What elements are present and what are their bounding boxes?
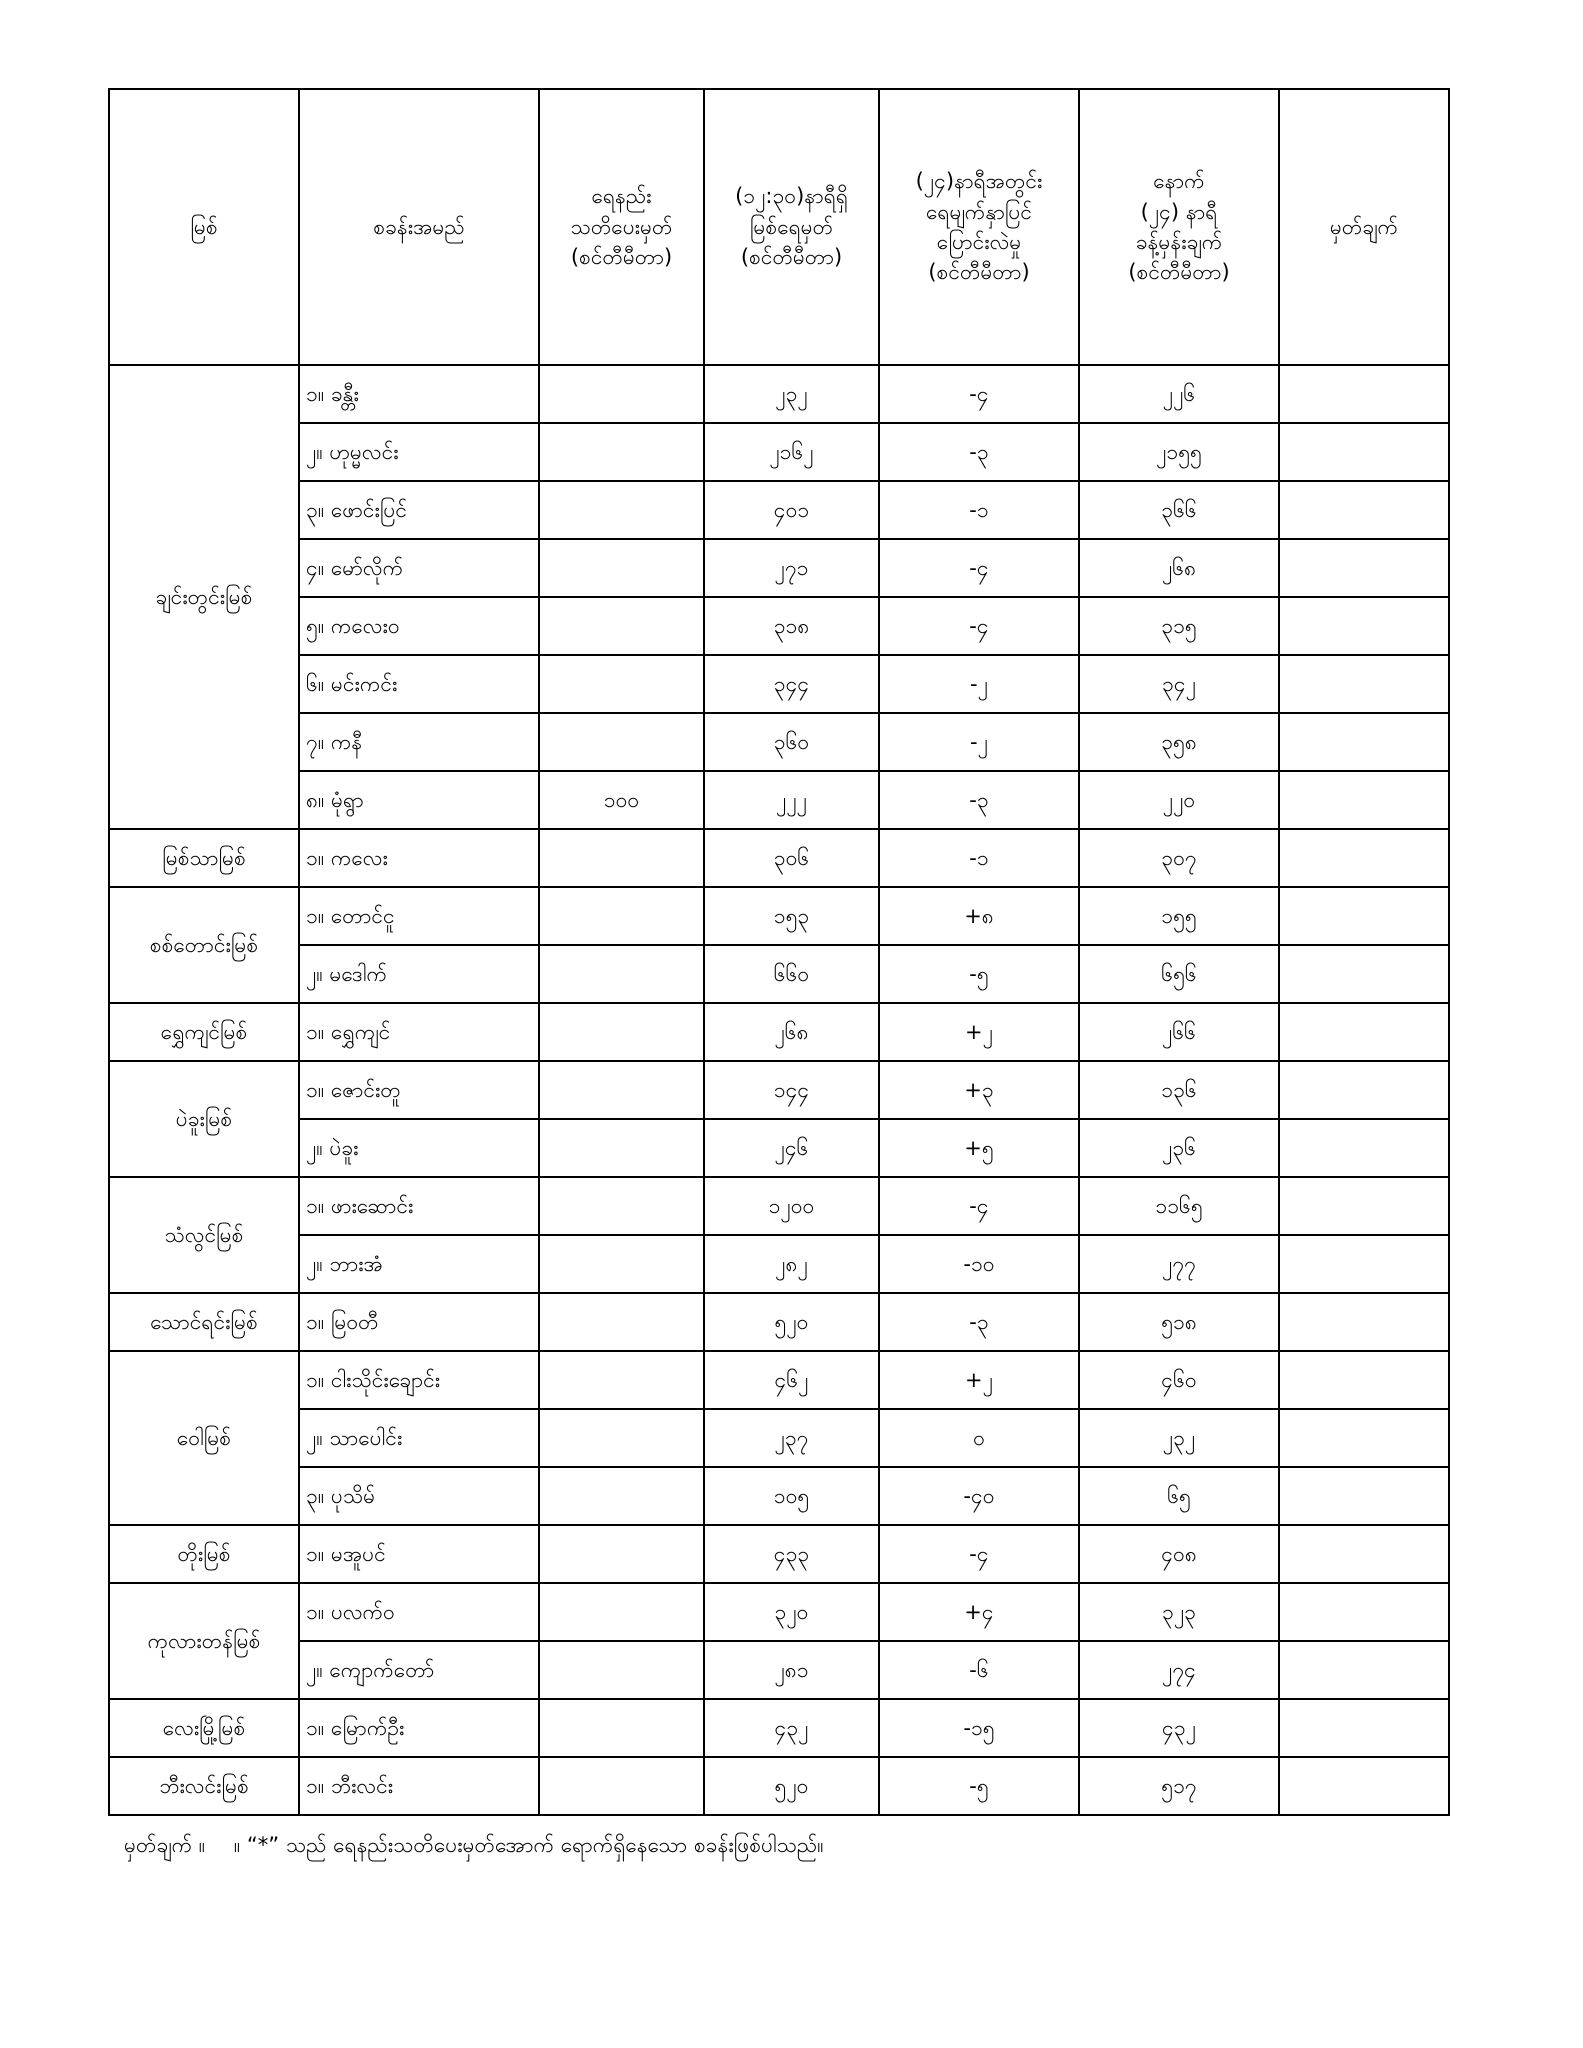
remark-cell (1279, 365, 1449, 423)
station-name-cell: ၂။ ဘားအံ (299, 1235, 539, 1293)
station-name-cell: ၂။ ကျောက်တော် (299, 1641, 539, 1699)
table-body (109, 365, 1449, 1815)
current-level-cell: ၁၅၃ (704, 887, 879, 945)
change-cell: -၂ (879, 713, 1079, 771)
change-cell: -၃ (879, 1293, 1079, 1351)
danger-level-cell (539, 539, 704, 597)
column-header-current-level (704, 89, 879, 365)
forecast-cell: ၂၁၅၅ (1079, 423, 1279, 481)
forecast-cell: ၁၁၆၅ (1079, 1177, 1279, 1235)
forecast-cell: ၅၁၇ (1079, 1757, 1279, 1815)
change-cell: -၆ (879, 1641, 1079, 1699)
remark-cell (1279, 1583, 1449, 1641)
danger-level-cell (539, 1467, 704, 1525)
current-level-cell: ၃၆၀ (704, 713, 879, 771)
station-name-cell: ၁။ မြောက်ဦး (299, 1699, 539, 1757)
station-name-cell: ၁။ ငါးသိုင်းချောင်း (299, 1351, 539, 1409)
change-cell: +၂ (879, 1003, 1079, 1061)
forecast-cell: ၄၀၈ (1079, 1525, 1279, 1583)
remark-cell (1279, 1409, 1449, 1467)
change-cell: -၁ (879, 481, 1079, 539)
remark-cell (1279, 1467, 1449, 1525)
current-level-cell: ၂၈၂ (704, 1235, 879, 1293)
remark-cell (1279, 713, 1449, 771)
forecast-cell: ၃၄၂ (1079, 655, 1279, 713)
danger-level-cell (539, 365, 704, 423)
river-name-cell: သောင်ရင်းမြစ် (109, 1293, 299, 1351)
remark-cell (1279, 1757, 1449, 1815)
forecast-cell: ၁၃၆ (1079, 1061, 1279, 1119)
column-header-remark: မှတ်ချက် (1279, 89, 1449, 365)
forecast-cell: ၂၆၆ (1079, 1003, 1279, 1061)
change-cell: -၄ (879, 1177, 1079, 1235)
current-level-cell: ၂၃၇ (704, 1409, 879, 1467)
forecast-cell: ၁၅၅ (1079, 887, 1279, 945)
forecast-cell: ၂၃၆ (1079, 1119, 1279, 1177)
change-cell: +၂ (879, 1351, 1079, 1409)
current-level-cell: ၃၄၄ (704, 655, 879, 713)
danger-level-cell (539, 481, 704, 539)
river-name-cell: ဝေါမြစ် (109, 1351, 299, 1525)
table-row (109, 655, 1449, 713)
current-level-cell: ၂၂၂ (704, 771, 879, 829)
current-level-cell: ၂၇၁ (704, 539, 879, 597)
change-cell: -၄ (879, 365, 1079, 423)
table-row (109, 539, 1449, 597)
remark-cell (1279, 481, 1449, 539)
danger-level-cell (539, 829, 704, 887)
station-name-cell: ၁။ ကလေး (299, 829, 539, 887)
danger-level-cell (539, 1583, 704, 1641)
change-cell: +၅ (879, 1119, 1079, 1177)
table-row (109, 1583, 1449, 1641)
current-level-cell: ၂၆၈ (704, 1003, 879, 1061)
table-row (109, 1525, 1449, 1583)
forecast-cell: ၃၁၅ (1079, 597, 1279, 655)
table-row (109, 1293, 1449, 1351)
table-row (109, 1351, 1449, 1409)
forecast-cell: ၄၆၀ (1079, 1351, 1279, 1409)
footnote-text: ။ “*” သည် ရေနည်းသတိပေးမှတ်အောက် ရောက်ရှိနေသော စခန်းဖြစ်ပါသည်။ (233, 1833, 824, 1857)
forecast-cell: ၂၂၆ (1079, 365, 1279, 423)
current-level-cell: ၂၁၆၂ (704, 423, 879, 481)
change-cell: -၁ (879, 829, 1079, 887)
remark-cell (1279, 539, 1449, 597)
remark-cell (1279, 423, 1449, 481)
table-row (109, 1003, 1449, 1061)
remark-cell (1279, 1177, 1449, 1235)
change-cell: -၃ (879, 771, 1079, 829)
remark-cell (1279, 655, 1449, 713)
current-level-cell: ၁၄၄ (704, 1061, 879, 1119)
table-row (109, 1467, 1449, 1525)
station-name-cell: ၂။ သာပေါင်း (299, 1409, 539, 1467)
forecast-cell: ၂၃၂ (1079, 1409, 1279, 1467)
change-cell: -၄ (879, 597, 1079, 655)
forecast-cell: ၄၃၂ (1079, 1699, 1279, 1757)
current-level-cell: ၅၂၀ (704, 1293, 879, 1351)
current-level-cell: ၂၃၂ (704, 365, 879, 423)
station-name-cell: ၁။ ပလက်ဝ (299, 1583, 539, 1641)
forecast-cell: ၂၆၈ (1079, 539, 1279, 597)
change-cell: -၄၀ (879, 1467, 1079, 1525)
change-cell: -၄ (879, 539, 1079, 597)
forecast-cell: ၆၅၆ (1079, 945, 1279, 1003)
column-header-danger-line2: သတိပေးမှတ် (570, 214, 673, 239)
table-row (109, 713, 1449, 771)
station-name-cell: ၂။ ဟုမ္မလင်း (299, 423, 539, 481)
current-level-cell: ၂၈၁ (704, 1641, 879, 1699)
forecast-cell: ၃၆၆ (1079, 481, 1279, 539)
remark-cell (1279, 829, 1449, 887)
column-header-forecast-line1: နောက် (1153, 169, 1205, 194)
table-row (109, 481, 1449, 539)
column-header-current-line2: မြစ်ရေမှတ် (749, 214, 834, 239)
danger-level-cell (539, 1757, 704, 1815)
danger-level-cell (539, 887, 704, 945)
station-name-cell: ၇။ ကနီ (299, 713, 539, 771)
column-header-danger-line3: (စင်တီမီတာ) (570, 245, 673, 270)
forecast-cell: ၅၁၈ (1079, 1293, 1279, 1351)
danger-level-cell (539, 1641, 704, 1699)
station-name-cell: ၃။ ပုသိမ် (299, 1467, 539, 1525)
remark-cell (1279, 1641, 1449, 1699)
current-level-cell: ၁၂၀၀ (704, 1177, 879, 1235)
table-row (109, 365, 1449, 423)
column-header-current-line3: (စင်တီမီတာ) (740, 245, 843, 270)
river-name-cell: ပဲခူးမြစ် (109, 1061, 299, 1177)
table-row (109, 1061, 1449, 1119)
danger-level-cell (539, 1177, 704, 1235)
station-name-cell: ၈။ မုံရွာ (299, 771, 539, 829)
column-header-change-line2: ရေမျက်နှာပြင် (926, 199, 1032, 224)
change-cell: +၃ (879, 1061, 1079, 1119)
remark-cell (1279, 1293, 1449, 1351)
column-header-danger-line1: ရေနည်း (591, 184, 652, 209)
current-level-cell: ၂၄၆ (704, 1119, 879, 1177)
river-name-cell: သံလွင်မြစ် (109, 1177, 299, 1293)
table-row (109, 945, 1449, 1003)
change-cell: -၄ (879, 1525, 1079, 1583)
table-row (109, 1699, 1449, 1757)
current-level-cell: ၄၃၃ (704, 1525, 879, 1583)
change-cell: +၄ (879, 1583, 1079, 1641)
table-header-row (109, 89, 1449, 365)
station-name-cell: ၂။ မဒေါက် (299, 945, 539, 1003)
column-header-danger-level (539, 89, 704, 365)
remark-cell (1279, 1003, 1449, 1061)
station-name-cell: ၁။ ဇောင်းတူ (299, 1061, 539, 1119)
river-name-cell: လေးမြို့မြစ် (109, 1699, 299, 1757)
remark-cell (1279, 597, 1449, 655)
current-level-cell: ၅၂၀ (704, 1757, 879, 1815)
table-row (109, 423, 1449, 481)
danger-level-cell (539, 1409, 704, 1467)
remark-cell (1279, 887, 1449, 945)
current-level-cell: ၆၆၀ (704, 945, 879, 1003)
current-level-cell: ၃၀၆ (704, 829, 879, 887)
table-row (109, 887, 1449, 945)
river-name-cell: ကုလားတန်မြစ် (109, 1583, 299, 1699)
danger-level-cell (539, 945, 704, 1003)
table-header (109, 89, 1449, 365)
station-name-cell: ၄။ မော်လိုက် (299, 539, 539, 597)
station-name-cell: ၁။ ရွှေကျင် (299, 1003, 539, 1061)
current-level-cell: ၄၃၂ (704, 1699, 879, 1757)
remark-cell (1279, 1699, 1449, 1757)
table-row (109, 1177, 1449, 1235)
remark-cell (1279, 1525, 1449, 1583)
remark-cell (1279, 771, 1449, 829)
column-header-24h-change (879, 89, 1079, 365)
column-header-current-line1: (၁၂:၃၀)နာရီရှိ (735, 184, 848, 209)
forecast-cell: ၆၅ (1079, 1467, 1279, 1525)
remark-cell (1279, 1061, 1449, 1119)
river-name-cell: ဘီးလင်းမြစ် (109, 1757, 299, 1815)
column-header-change-line4: (စင်တီမီတာ) (928, 260, 1030, 285)
river-name-cell: တိုးမြစ် (109, 1525, 299, 1583)
column-header-forecast-line4: (စင်တီမီတာ) (1128, 260, 1230, 285)
change-cell: -၅ (879, 1757, 1079, 1815)
column-header-change-line3: ပြောင်းလဲမှု (936, 230, 1022, 254)
current-level-cell: ၄၀၁ (704, 481, 879, 539)
danger-level-cell (539, 1293, 704, 1351)
change-cell: -၂ (879, 655, 1079, 713)
table-row (109, 1235, 1449, 1293)
table-row (109, 1757, 1449, 1815)
danger-level-cell: ၁၀၀ (539, 771, 704, 829)
forecast-cell: ၃၀၇ (1079, 829, 1279, 887)
change-cell: +၈ (879, 887, 1079, 945)
station-name-cell: ၁။ ဖားဆောင်း (299, 1177, 539, 1235)
remark-cell (1279, 945, 1449, 1003)
footnote-label: မှတ်ချက် ။ (124, 1833, 206, 1857)
danger-level-cell (539, 1119, 704, 1177)
river-name-cell: ချင်းတွင်းမြစ် (109, 365, 299, 829)
column-header-forecast (1079, 89, 1279, 365)
station-name-cell: ၁။ မအူပင် (299, 1525, 539, 1583)
change-cell: ၀ (879, 1409, 1079, 1467)
table-row (109, 597, 1449, 655)
current-level-cell: ၄၆၂ (704, 1351, 879, 1409)
change-cell: -၃ (879, 423, 1079, 481)
forecast-cell: ၂၂၀ (1079, 771, 1279, 829)
table-row (109, 1641, 1449, 1699)
station-name-cell: ၁။ ဘီးလင်း (299, 1757, 539, 1815)
column-header-river: မြစ် (109, 89, 299, 365)
current-level-cell: ၁၀၅ (704, 1467, 879, 1525)
station-name-cell: ၁။ တောင်ငူ (299, 887, 539, 945)
station-name-cell: ၃။ ဖောင်းပြင် (299, 481, 539, 539)
change-cell: -၁၅ (879, 1699, 1079, 1757)
column-header-forecast-line3: ခန့်မှန်းချက် (1135, 230, 1223, 254)
station-name-cell: ၁။ မြဝတီ (299, 1293, 539, 1351)
station-name-cell: ၆။ မင်းကင်း (299, 655, 539, 713)
current-level-cell: ၃၂၀ (704, 1583, 879, 1641)
table-row (109, 771, 1449, 829)
forecast-cell: ၂၇၇ (1079, 1235, 1279, 1293)
column-header-change-line1: (၂၄)နာရီအတွင်း (915, 169, 1043, 194)
station-name-cell: ၁။ ခန္တီး (299, 365, 539, 423)
remark-cell (1279, 1235, 1449, 1293)
danger-level-cell (539, 1061, 704, 1119)
table-row (109, 1119, 1449, 1177)
danger-level-cell (539, 423, 704, 481)
forecast-cell: ၃၅၈ (1079, 713, 1279, 771)
forecast-cell: ၂၇၄ (1079, 1641, 1279, 1699)
station-name-cell: ၅။ ကလေးဝ (299, 597, 539, 655)
river-water-level-table (108, 88, 1450, 1816)
current-level-cell: ၃၁၈ (704, 597, 879, 655)
danger-level-cell (539, 1235, 704, 1293)
danger-level-cell (539, 1699, 704, 1757)
table-row (109, 1409, 1449, 1467)
column-header-station: စခန်းအမည် (299, 89, 539, 365)
river-name-cell: မြစ်သာမြစ် (109, 829, 299, 887)
river-name-cell: ရွှေကျင်မြစ် (109, 1003, 299, 1061)
footnote (108, 1832, 1483, 1863)
river-name-cell: စစ်တောင်းမြစ် (109, 887, 299, 1003)
change-cell: -၅ (879, 945, 1079, 1003)
danger-level-cell (539, 1003, 704, 1061)
danger-level-cell (539, 1351, 704, 1409)
remark-cell (1279, 1119, 1449, 1177)
danger-level-cell (539, 597, 704, 655)
danger-level-cell (539, 655, 704, 713)
change-cell: -၁၀ (879, 1235, 1079, 1293)
table-row (109, 829, 1449, 887)
station-name-cell: ၂။ ပဲခူး (299, 1119, 539, 1177)
remark-cell (1279, 1351, 1449, 1409)
column-header-forecast-line2: (၂၄) နာရီ (1140, 199, 1218, 224)
danger-level-cell (539, 713, 704, 771)
forecast-cell: ၃၂၃ (1079, 1583, 1279, 1641)
danger-level-cell (539, 1525, 704, 1583)
